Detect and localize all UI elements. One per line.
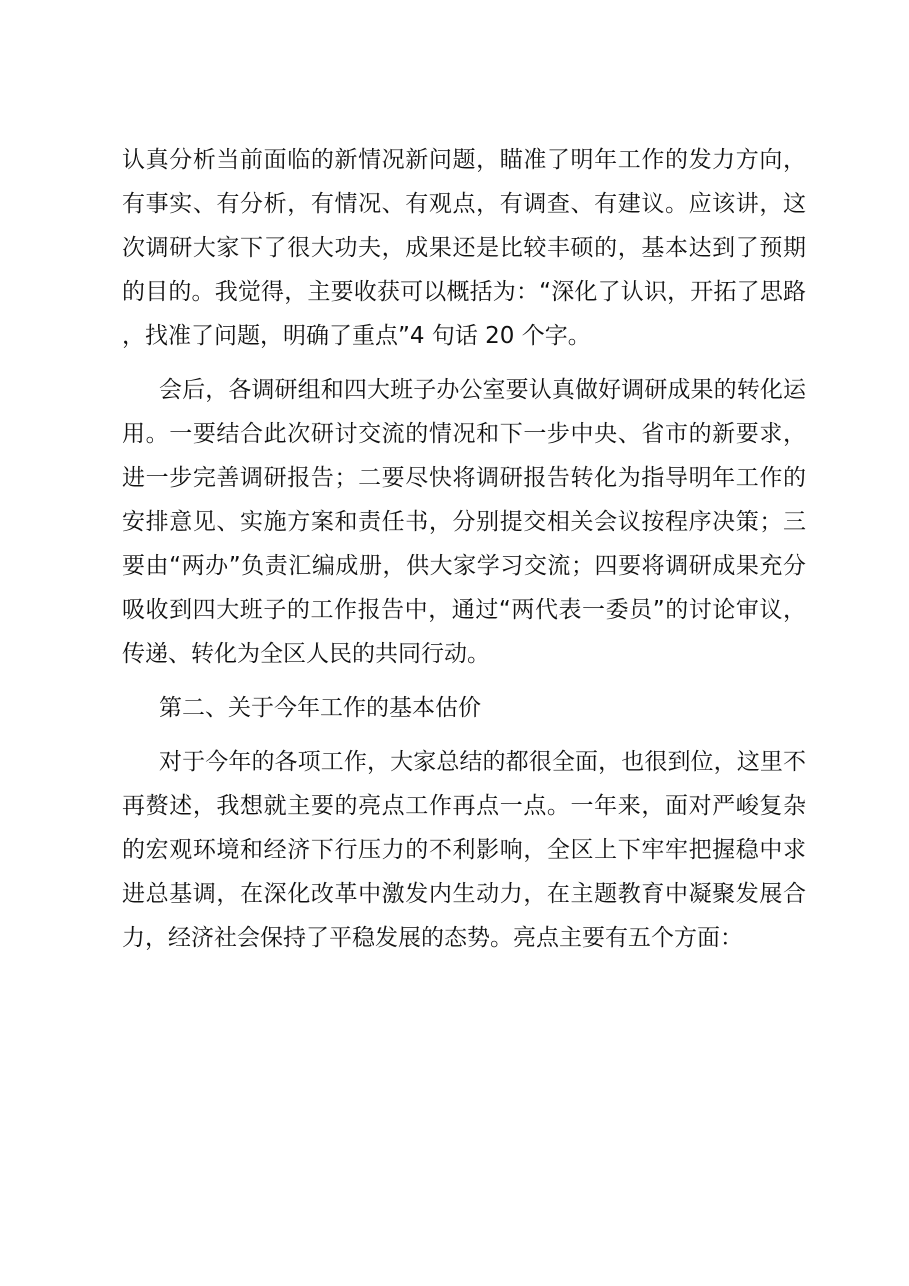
body-paragraph-1: 认真分析当前面临的新情况新问题，瞄准了明年工作的发力方向，有事实、有分析，有情况、有观点，有调查、有建议。应该讲，这次调研大家下了很大功夫，成果还是比较丰硕的，基本达到了预期的目的。我觉得，主要收获可以概括为：“深化了认识，开拓了思路，找准了问题，明确了重点”4 句话 20 个字。	[122, 147, 806, 349]
section-heading: 第二、关于今年工作的基本估价	[159, 695, 481, 721]
document-body	[122, 138, 806, 970]
body-paragraph-2: 会后，各调研组和四大班子办公室要认真做好调研成果的转化运用。一要结合此次研讨交流的情况和下一步中央、省市的新要求，进一步完善调研报告；二要尽快将调研报告转化为指导明年工作的安排意见、实施方案和责任书，分别提交相关会议按程序决策；三要由“两办”负责汇编成册，供大家学习交流；四要将调研成果充分吸收到四大班子的工作报告中，通过“两代表一委员”的讨论审议，传递、转化为全区人民的共同行动。	[122, 377, 806, 667]
body-paragraph-3: 对于今年的各项工作，大家总结的都很全面，也很到位，这里不再赘述，我想就主要的亮点工作再点一点。一年来，面对严峻复杂的宏观环境和经济下行压力的不利影响，全区上下牢牢把握稳中求进总基调，在深化改革中激发内生动力，在主题教育中凝聚发展合力，经济社会保持了平稳发展的态势。亮点主要有五个方面：	[122, 749, 806, 951]
